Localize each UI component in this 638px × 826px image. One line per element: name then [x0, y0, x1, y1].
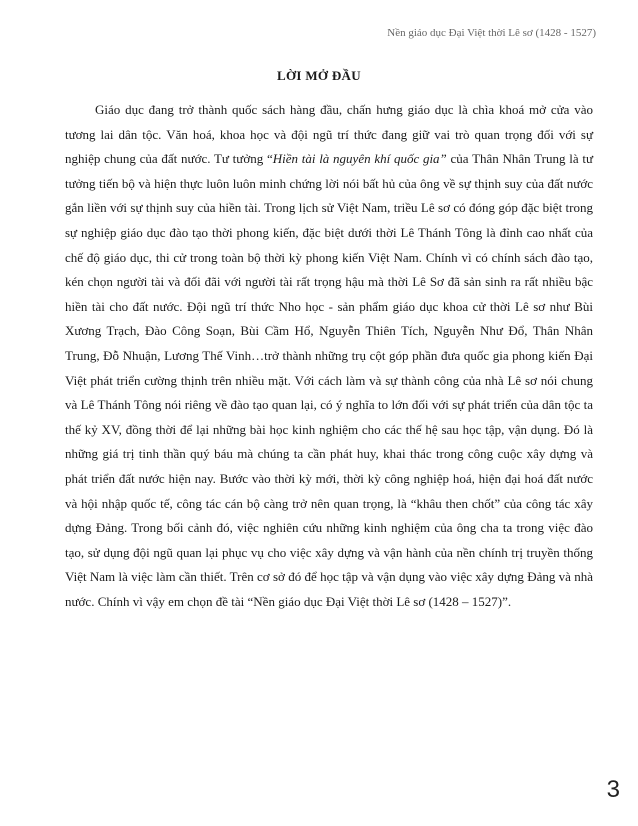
page-number: 3	[606, 776, 620, 803]
body-paragraph	[65, 98, 593, 614]
paragraph-text-start: Giáo dục đang trở thành quốc sách hàng đầu, chấn hưng giáo dục là chìa khoá mở cửa vào tương lai dân tộc. Văn hoá, khoa học và đội ngũ trí thức đang giữ vai trò quan trọng đối với sự nghiệp chung của đất nước. Tư tưởng “	[65, 102, 593, 167]
quoted-saying: Hiền tài là nguyên khí quốc gia”	[272, 151, 447, 167]
paragraph-text-rest: của Thân Nhân Trung là tư tưởng tiến bộ và hiện thực luôn luôn minh chứng lời nói bất hủ của ông về sự thịnh suy của đất nước gắn liền với sự thịnh suy của hiền tài. Trong lịch sử Việt Nam, triều Lê sơ có đóng góp đặc biệt trong sự nghiệp giáo dục đào tạo thời phong kiến, đặc biệt dưới thời Lê Thánh Tông là đỉnh cao nhất của chế độ giáo dục, thi cử trong toàn bộ thời kỳ phong kiến Việt Nam. Chính vì có chính sách đào tạo, kén chọn người tài và đối đãi với người tài rất trọng hậu mà thời Lê Sơ đã sản sinh ra rất nhiều bậc hiền tài cho đất nước. Đội ngũ trí thức Nho học - sản phẩm giáo dục khoa cử thời Lê sơ như Bùi Xương Trạch, Đào Công Soạn, Bùi Cầm Hổ, Nguyễn Thiên Tích, Nguyễn Như Đổ, Thân Nhân Trung, Đỗ Nhuận, Lương Thế Vinh…trở thành những trụ cột góp phần đưa quốc gia phong kiến Đại Việt phát triển cường thịnh trên nhiều mặt. Với cách làm và sự thành công của nhà Lê sơ nói chung và Lê Thánh Tông nói riêng về đào tạo quan lại, có ý nghĩa to lớn đối với sự phát triển của dân tộc ta thế kỷ XV, đồng thời để lại những bài học kinh nghiệm cho các thế hệ sau học tập, vận dụng. Đó là những giá trị tinh thần quý báu mà chúng ta cần phát huy, khai thác trong công cuộc xây dựng và phát triển đất nước hiện nay. Bước vào thời kỳ mới, thời kỳ công nghiệp hoá, hiện đại hoá đất nước và hội nhập quốc tế, công tác cán bộ càng trở nên quan trọng, là “khâu then chốt” của công tác xây dựng Đảng. Trong bối cảnh đó, việc nghiên cứu những kinh nghiệm của ông cha ta trong việc đào tạo, sử dụng đội ngũ quan lại phục vụ cho việc xây dựng và vận hành của nền chính trị truyền thống Việt Nam là việc làm cần thiết. Trên cơ sở đó để học tập và vận dụng vào việc xây dựng Đảng và nhà nước. Chính vì vậy em chọn đề tài “Nền giáo dục Đại Việt thời Lê sơ (1428 – 1527)”.	[65, 151, 594, 609]
page-title: LỜI MỞ ĐẦU	[277, 68, 361, 83]
running-header: Nền giáo dục Đại Việt thời Lê sơ (1428 - 1527)	[387, 27, 596, 39]
